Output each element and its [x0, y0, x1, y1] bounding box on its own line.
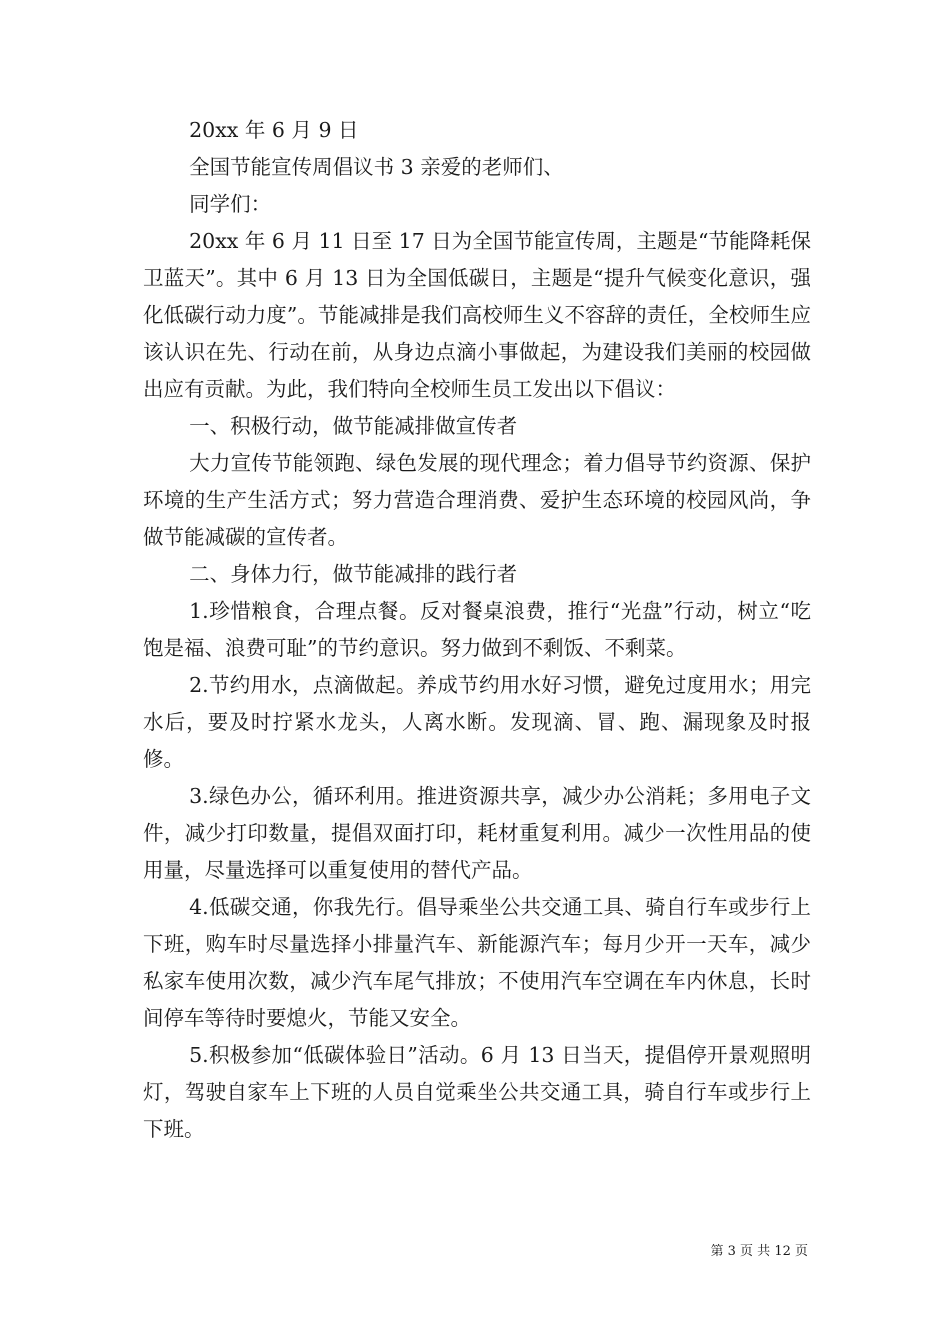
section-heading-1: 一、积极行动，做节能减排做宣传者 [189, 414, 518, 438]
item-1-paragraph: 1.珍惜粮食，合理点餐。反对餐桌浪费，推行“光盘”行动，树立“吃饱是福、浪费可耻”的节约意识。努力做到不剩饭、不剩菜。 [143, 599, 811, 660]
date-line: 20xx 年 6 月 9 日 [189, 118, 359, 142]
section-1-paragraph: 大力宣传节能领跑、绿色发展的现代理念；着力倡导节约资源、保护环境的生产生活方式；努力营造合理消费、爱护生态环境的校园风尚，争做节能减碳的宣传者。 [143, 451, 811, 549]
section-heading-2: 二、身体力行，做节能减排的践行者 [189, 562, 518, 586]
letter-title: 全国节能宣传周倡议书 3 亲爱的老师们、 [189, 155, 564, 179]
item-3-paragraph: 3.绿色办公，循环利用。推进资源共享，减少办公消耗；多用电子文件，减少打印数量，提倡双面打印，耗材重复利用。减少一次性用品的使用量，尽量选择可以重复使用的替代产品。 [143, 784, 811, 882]
item-5-paragraph: 5.积极参加“低碳体验日”活动。6 月 13 日当天，提倡停开景观照明灯，驾驶自家车上下班的人员自觉乘坐公共交通工具，骑自行车或步行上下班。 [143, 1043, 811, 1141]
salutation: 同学们： [189, 192, 272, 216]
item-4-paragraph: 4.低碳交通，你我先行。倡导乘坐公共交通工具、骑自行车或步行上下班，购车时尽量选择小排量汽车、新能源汽车；每月少开一天车，减少私家车使用次数，减少汽车尾气排放；不使用汽车空调在车内休息，长时间停车等待时要熄火，节能又安全。 [143, 895, 811, 1030]
document-body [143, 112, 811, 1148]
intro-paragraph: 20xx 年 6 月 11 日至 17 日为全国节能宣传周，主题是“节能降耗保卫蓝天”。其中 6 月 13 日为全国低碳日，主题是“提升气候变化意识，强化低碳行动力度”。节能减排是我们高校师生义不容辞的责任，全校师生应该认识在先、行动在前，从身边点滴小事做起，为建设我们美丽的校园做出应有贡献。为此，我们特向全校师生员工发出以下倡议： [143, 229, 811, 401]
item-2-paragraph: 2.节约用水，点滴做起。养成节约用水好习惯，避免过度用水；用完水后，要及时拧紧水龙头，人离水断。发现滴、冒、跑、漏现象及时报修。 [143, 673, 811, 771]
page-number: 第 3 页 共 12 页 [710, 1244, 808, 1259]
